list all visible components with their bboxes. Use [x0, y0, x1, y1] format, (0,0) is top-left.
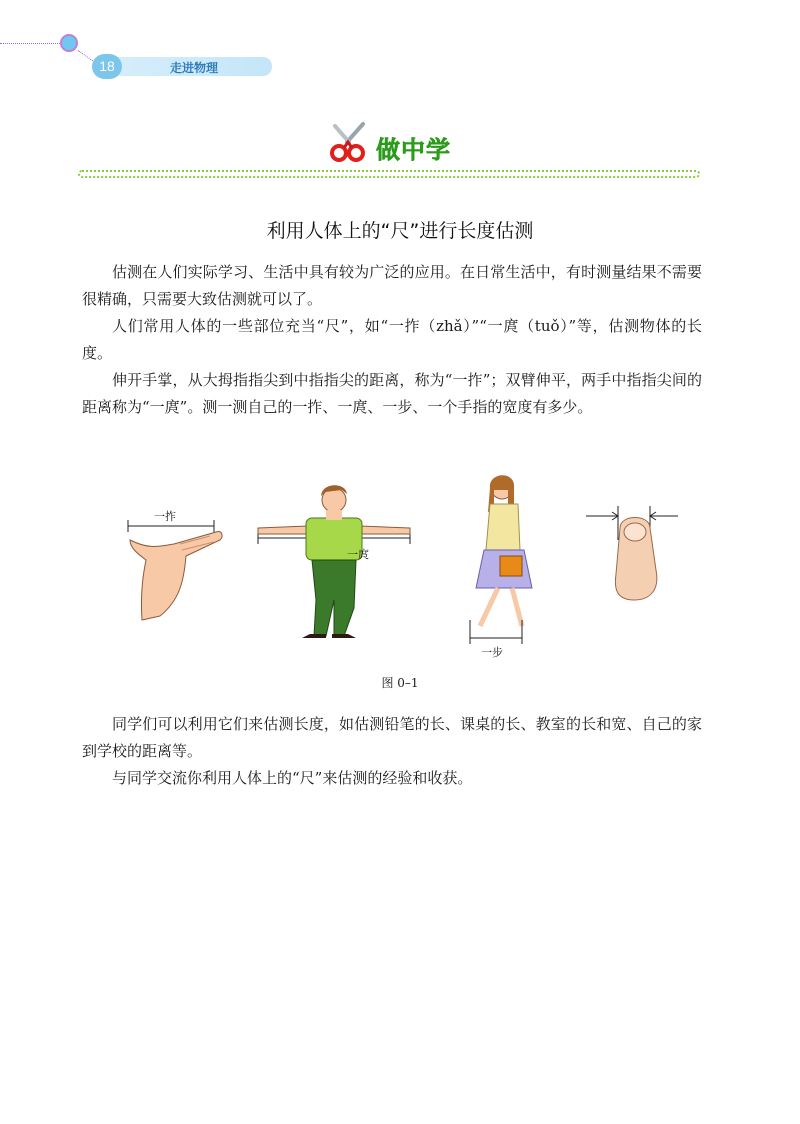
section-title: 利用人体上的“尺”进行长度估测	[266, 220, 534, 242]
paragraph-5: 与同学交流你利用人体上的“尺”来估测的经验和收获。	[112, 769, 473, 787]
header-ring-icon	[60, 34, 78, 52]
page-number: 18	[92, 54, 122, 79]
paragraph-4: 同学们可以利用它们来估测长度，如估测铅笔的长、课桌的长、教室的长和宽、自己的家到学校的距离等。	[82, 715, 702, 760]
paragraph-2: 人们常用人体的一些部位充当“尺”，如“一拃（zhǎ）”“一庹（tuǒ）”等，估测物体的长度。	[82, 317, 702, 362]
label-span: 一拃	[154, 510, 176, 523]
paragraph-3: 伸开手掌，从大拇指指尖到中指指尖的距离，称为“一拃”；双臂伸平，两手中指指尖间的距离称为“一庹”。测一测自己的一拃、一庹、一步、一个手指的宽度有多少。	[82, 371, 702, 416]
scissors-icon	[327, 120, 371, 164]
header-dotted-line	[0, 43, 62, 44]
figure-caption: 图 0–1	[381, 676, 419, 690]
label-step: 一步	[481, 646, 503, 659]
finger-illustration	[586, 506, 678, 600]
hand-illustration	[128, 520, 222, 620]
boy-illustration	[258, 485, 410, 638]
banner-title: 做中学	[376, 136, 451, 164]
girl-illustration	[470, 475, 532, 644]
label-armspan: 一庹	[347, 548, 369, 561]
chapter-title: 走进物理	[170, 61, 219, 75]
paragraph-1: 估测在人们实际学习、生活中具有较为广泛的应用。在日常生活中，有时测量结果不需要很精确，只需要大致估测就可以了。	[82, 263, 702, 308]
banner-divider	[78, 170, 700, 178]
figure-body-rulers	[120, 470, 700, 670]
